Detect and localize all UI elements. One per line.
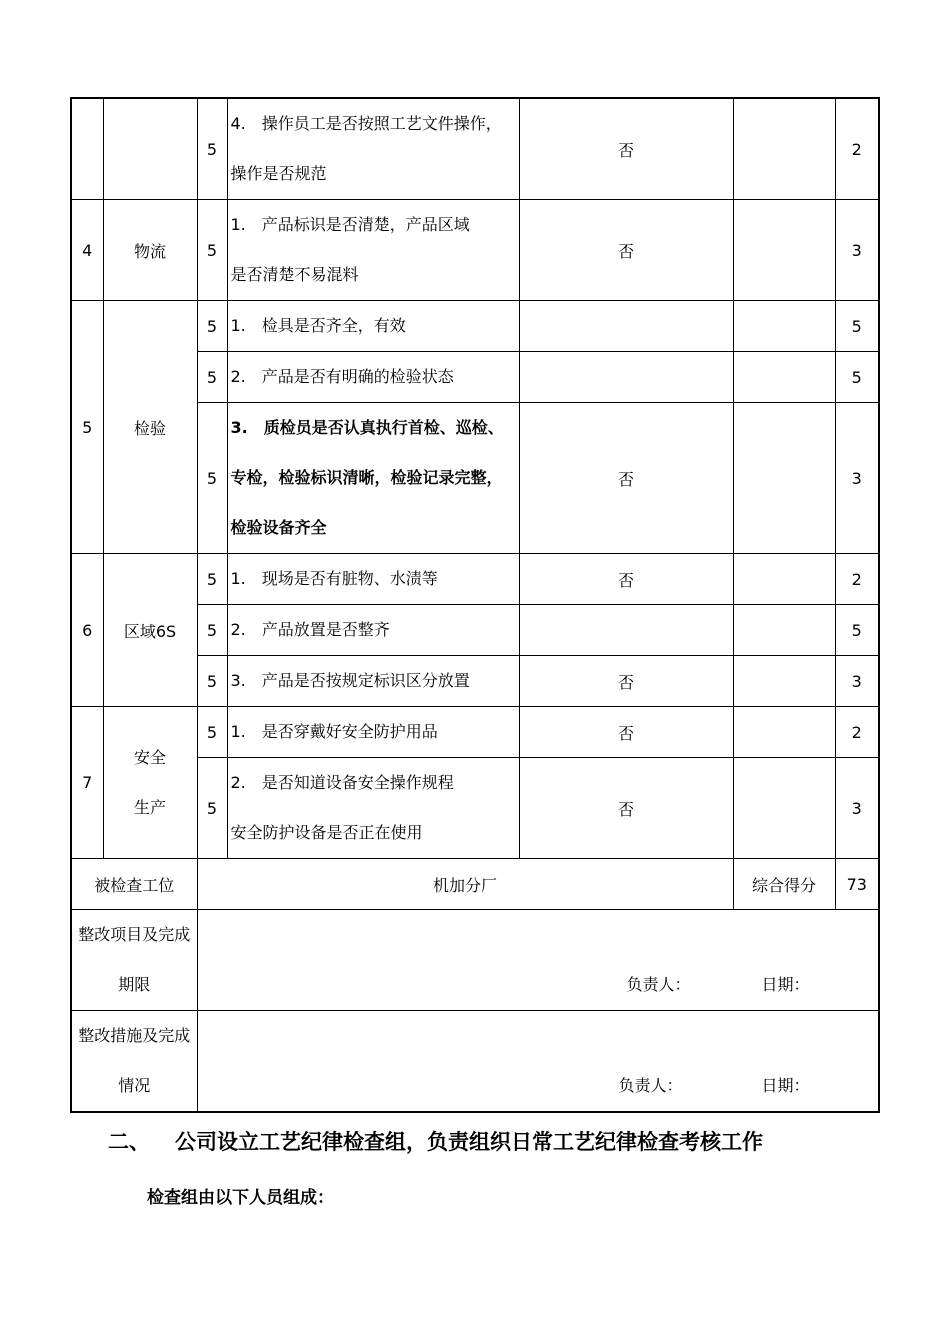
no-cell bbox=[71, 98, 103, 200]
no-cell: 6 bbox=[71, 554, 103, 707]
score-cell: 5 bbox=[197, 758, 227, 859]
owner-label: 负责人： bbox=[618, 1076, 683, 1095]
remark-cell bbox=[733, 656, 835, 707]
no-cell: 4 bbox=[71, 200, 103, 301]
item-cell bbox=[227, 605, 519, 656]
item-line: 1. 是否穿戴好安全防护用品 bbox=[230, 722, 438, 741]
section-title: 公司设立工艺纪律检查组，负责组织日常工艺纪律检查考核工作 bbox=[175, 1130, 763, 1154]
table-row bbox=[71, 554, 879, 605]
result-cell: 否 bbox=[519, 758, 733, 859]
table-row bbox=[71, 98, 879, 200]
got-score-cell: 3 bbox=[835, 403, 879, 554]
rectify-items-row bbox=[71, 910, 879, 1011]
item-line: 3. 产品是否按规定标识区分放置 bbox=[230, 671, 470, 690]
category-line: 安全 bbox=[133, 747, 166, 767]
table-row bbox=[71, 707, 879, 758]
rectify-items-content bbox=[197, 910, 879, 1011]
rectify-measures-content bbox=[197, 1011, 879, 1113]
got-score-cell: 5 bbox=[835, 301, 879, 352]
score-cell: 5 bbox=[197, 656, 227, 707]
item-cell bbox=[227, 707, 519, 758]
station-label: 被检查工位 bbox=[71, 859, 197, 910]
score-cell: 5 bbox=[197, 707, 227, 758]
remark-cell bbox=[733, 707, 835, 758]
result-cell: 否 bbox=[519, 554, 733, 605]
section-subheading: 检查组由以下人员组成： bbox=[147, 1188, 334, 1208]
score-cell: 5 bbox=[197, 98, 227, 200]
category-cell bbox=[103, 98, 197, 200]
item-cell bbox=[227, 758, 519, 859]
result-cell: 否 bbox=[519, 656, 733, 707]
result-cell: 否 bbox=[519, 707, 733, 758]
item-cell bbox=[227, 301, 519, 352]
score-cell: 5 bbox=[197, 605, 227, 656]
table-row bbox=[71, 301, 879, 352]
score-cell: 5 bbox=[197, 554, 227, 605]
got-score-cell: 5 bbox=[835, 352, 879, 403]
inspection-table bbox=[70, 97, 880, 1113]
item-cell bbox=[227, 200, 519, 301]
item-line: 2. 产品是否有明确的检验状态 bbox=[230, 367, 454, 386]
rectify-items-label bbox=[71, 910, 197, 1011]
item-line: 1. 产品标识是否清楚，产品区域 bbox=[230, 215, 470, 234]
item-line: 2. 是否知道设备安全操作规程 bbox=[230, 773, 454, 792]
total-score-label: 综合得分 bbox=[733, 859, 835, 910]
category-cell bbox=[103, 707, 197, 859]
item-line: 是否清楚不易混料 bbox=[230, 265, 359, 284]
remark-cell bbox=[733, 554, 835, 605]
item-line: 2. 产品放置是否整齐 bbox=[230, 620, 390, 639]
section-heading bbox=[108, 1126, 763, 1156]
item-cell bbox=[227, 403, 519, 554]
remark-cell bbox=[733, 758, 835, 859]
station-value: 机加分厂 bbox=[197, 859, 733, 910]
label-line: 情况 bbox=[118, 1076, 151, 1095]
item-cell bbox=[227, 352, 519, 403]
category-cell: 区域6S bbox=[103, 554, 197, 707]
score-cell: 5 bbox=[197, 352, 227, 403]
score-cell: 5 bbox=[197, 301, 227, 352]
remark-cell bbox=[733, 403, 835, 554]
section-number: 二、 bbox=[108, 1130, 150, 1154]
item-line: 4. 操作员工是否按照工艺文件操作， bbox=[230, 114, 502, 133]
got-score-cell: 2 bbox=[835, 98, 879, 200]
score-cell: 5 bbox=[197, 403, 227, 554]
got-score-cell: 3 bbox=[835, 656, 879, 707]
remark-cell bbox=[733, 301, 835, 352]
category-cell: 物流 bbox=[103, 200, 197, 301]
category-line: 生产 bbox=[133, 797, 166, 817]
item-line: 检验设备齐全 bbox=[230, 518, 327, 537]
got-score-cell: 3 bbox=[835, 758, 879, 859]
item-cell bbox=[227, 656, 519, 707]
no-cell: 5 bbox=[71, 301, 103, 554]
score-cell: 5 bbox=[197, 200, 227, 301]
label-line: 整改措施及完成 bbox=[78, 1026, 191, 1045]
result-cell: 否 bbox=[519, 200, 733, 301]
got-score-cell: 2 bbox=[835, 554, 879, 605]
table-row bbox=[71, 200, 879, 301]
date-label: 日期： bbox=[761, 975, 810, 994]
got-score-cell: 5 bbox=[835, 605, 879, 656]
item-line: 操作是否规范 bbox=[230, 164, 327, 183]
category-cell: 检验 bbox=[103, 301, 197, 554]
item-cell bbox=[227, 98, 519, 200]
item-line: 1. 检具是否齐全，有效 bbox=[230, 316, 406, 335]
result-cell bbox=[519, 352, 733, 403]
label-line: 期限 bbox=[118, 975, 151, 994]
owner-label: 负责人： bbox=[626, 975, 691, 994]
remark-cell bbox=[733, 98, 835, 200]
label-line: 整改项目及完成 bbox=[78, 925, 191, 944]
got-score-cell: 2 bbox=[835, 707, 879, 758]
item-line: 安全防护设备是否正在使用 bbox=[230, 823, 423, 842]
summary-row bbox=[71, 859, 879, 910]
result-cell: 否 bbox=[519, 403, 733, 554]
result-cell bbox=[519, 605, 733, 656]
remark-cell bbox=[733, 605, 835, 656]
rectify-measures-label bbox=[71, 1011, 197, 1113]
total-score-value: 73 bbox=[835, 859, 879, 910]
item-cell bbox=[227, 554, 519, 605]
no-cell: 7 bbox=[71, 707, 103, 859]
item-line: 3. 质检员是否认真执行首检、巡检、 bbox=[230, 418, 504, 437]
date-label: 日期： bbox=[761, 1076, 810, 1095]
got-score-cell: 3 bbox=[835, 200, 879, 301]
remark-cell bbox=[733, 352, 835, 403]
item-line: 1. 现场是否有脏物、水渍等 bbox=[230, 569, 438, 588]
result-cell: 否 bbox=[519, 98, 733, 200]
result-cell bbox=[519, 301, 733, 352]
rectify-measures-row bbox=[71, 1011, 879, 1113]
remark-cell bbox=[733, 200, 835, 301]
item-line: 专检，检验标识清晰，检验记录完整， bbox=[230, 468, 503, 487]
